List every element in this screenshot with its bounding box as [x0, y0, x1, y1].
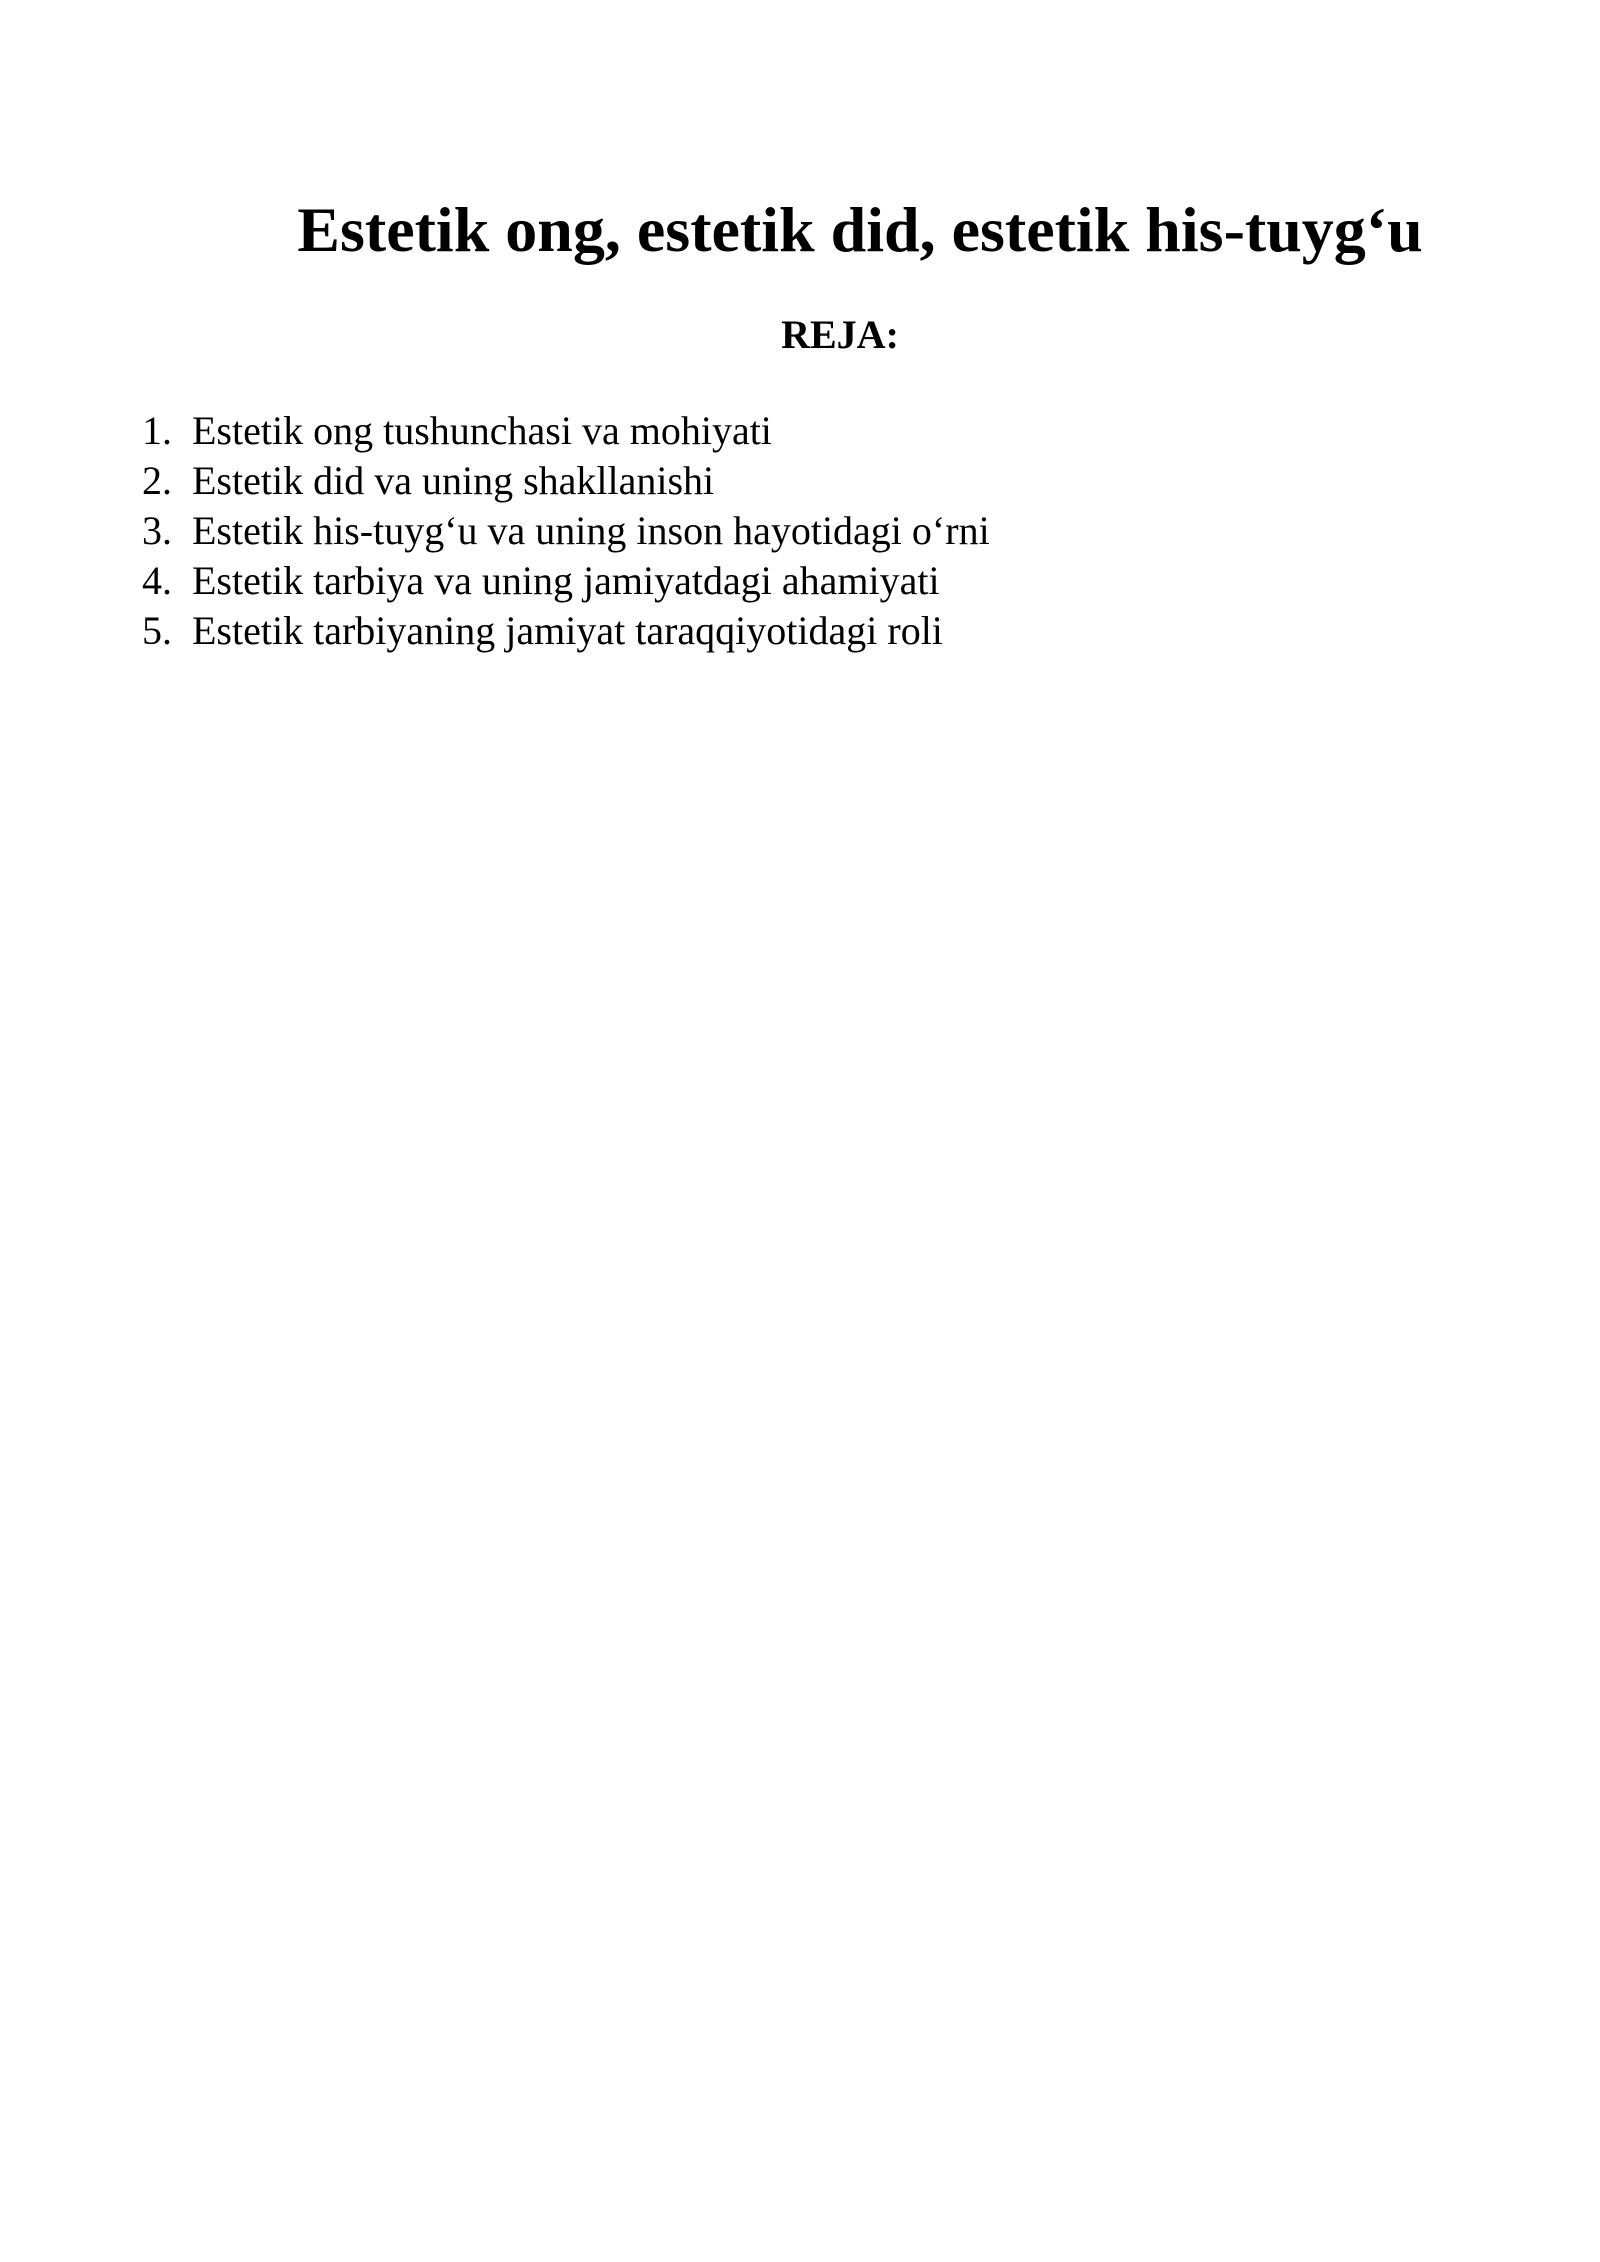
plan-item-number: 1. [142, 408, 172, 453]
plan-item [142, 506, 990, 556]
plan-list [142, 406, 990, 656]
plan-item [142, 456, 990, 506]
plan-item-number: 3. [142, 508, 172, 553]
plan-heading: REJA: [781, 312, 899, 357]
plan-item-text: Estetik tarbiya va uning jamiyatdagi ahamiyati [192, 558, 940, 603]
plan-item [142, 606, 990, 656]
plan-item-number: 2. [142, 458, 172, 503]
plan-item-number: 5. [142, 608, 172, 653]
plan-item-text: Estetik tarbiyaning jamiyat taraqqiyotidagi roli [192, 608, 943, 653]
plan-item [142, 406, 990, 456]
plan-item-text: Estetik did va uning shakllanishi [192, 458, 715, 503]
plan-item-text: Estetik his-tuyg‘u va uning inson hayotidagi o‘rni [192, 508, 990, 553]
plan-item-text: Estetik ong tushunchasi va mohiyati [192, 408, 772, 453]
plan-item-number: 4. [142, 558, 172, 603]
plan-item [142, 556, 990, 606]
document-title: Estetik ong, estetik did, estetik his-tuyg‘u [297, 194, 1423, 265]
